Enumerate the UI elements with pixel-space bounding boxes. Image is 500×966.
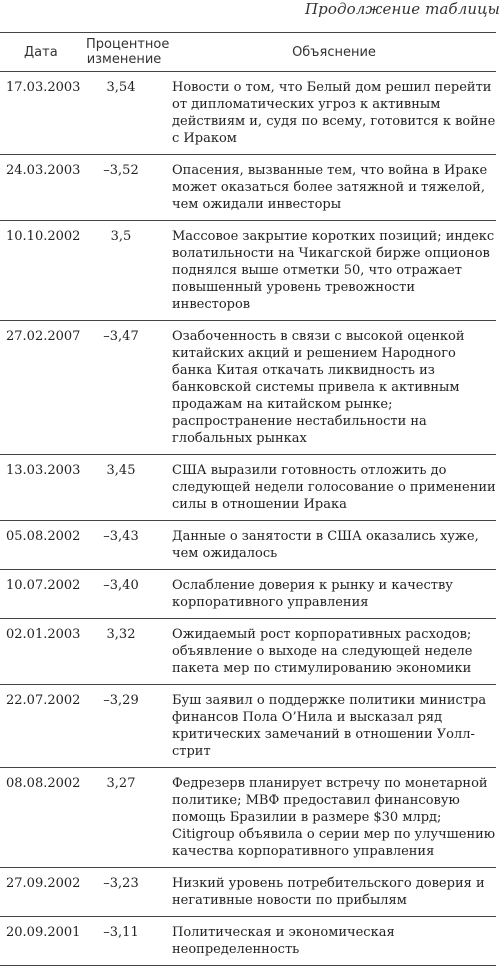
cell-percent: 3,45 (106, 463, 136, 478)
cell-date: 24.03.2003 (6, 163, 81, 178)
cell-percent: 3,54 (106, 80, 136, 95)
cell-date: 05.08.2002 (6, 529, 81, 544)
cell-date: 02.01.2003 (6, 627, 81, 642)
cell-explanation: Федрезерв планирует встречу по монетарной политике; МВФ предоставил финансовую помощь Бразилии в размере $30 млрд; Citigroup объявила о серии мер по улучшению качества корпоративного управления (172, 776, 496, 859)
header-percent-change: Процентное изменение (86, 37, 170, 67)
table-row (0, 917, 496, 966)
cell-explanation: Данные о занятости в США оказались хуже, чем ожидалось (172, 529, 479, 561)
cell-percent: –3,11 (103, 925, 139, 940)
table-row (0, 72, 496, 155)
table-row (0, 868, 496, 917)
table-row (0, 570, 496, 619)
table-row (0, 455, 496, 521)
header-date: Дата (24, 44, 58, 60)
table-row (0, 155, 496, 221)
cell-date: 27.09.2002 (6, 876, 81, 891)
cell-percent: –3,52 (103, 163, 139, 178)
table-row (0, 521, 496, 570)
cell-date: 27.02.2007 (6, 329, 81, 344)
table-row (0, 619, 496, 685)
cell-explanation: Опасения, вызванные тем, что война в Ираке может оказаться более затяжной и тяжелой, чем ожидали инвесторы (172, 163, 488, 212)
table-row (0, 321, 496, 455)
cell-percent: –3,23 (103, 876, 139, 891)
cell-date: 10.07.2002 (6, 578, 81, 593)
cell-explanation: Озабоченность в связи с высокой оценкой китайских акций и решением Народного банка Китая откачать ликвидность из банковской системы привела к активным продажам на китайском рынке; распространение нестабильности на глобальных рынках (172, 329, 465, 446)
cell-percent: –3,47 (103, 329, 139, 344)
cell-date: 13.03.2003 (6, 463, 81, 478)
table-row (0, 768, 496, 868)
table-header (0, 33, 496, 72)
cell-explanation: Низкий уровень потребительского доверия и негативные новости по прибылям (172, 876, 485, 908)
cell-percent: 3,5 (110, 229, 132, 244)
cell-date: 08.08.2002 (6, 776, 81, 791)
cell-explanation: Новости о том, что Белый дом решил перейти от дипломатических угроз к активным действиям и, судя по всему, готовится к войне с Ираком (172, 80, 496, 146)
cell-date: 22.07.2002 (6, 693, 81, 708)
header-explanation: Объяснение (292, 44, 376, 60)
cell-explanation: Ожидаемый рост корпоративных расходов; объявление о выходе на следующей неделе пакета мер по стимулированию экономики (172, 627, 473, 676)
cell-percent: 3,32 (106, 627, 136, 642)
cell-date: 17.03.2003 (6, 80, 81, 95)
table-row (0, 685, 496, 768)
cell-date: 20.09.2001 (6, 925, 81, 940)
table-body (0, 72, 496, 966)
cell-percent: 3,27 (106, 776, 136, 791)
cell-percent: –3,40 (103, 578, 139, 593)
cell-explanation: Буш заявил о поддержке политики министра финансов Пола О’Нила и высказал ряд критических замечаний в отношении Уолл-стрит (172, 693, 487, 759)
cell-explanation: Массовое закрытие коротких позиций; индекс волатильности на Чикагской бирже опционов поднялся выше отметки 50, что отражает повышенный уровень тревожности инвесторов (172, 229, 495, 312)
cell-explanation: США выразили готовность отложить до следующей недели голосование о применении силы в отношении Ирака (172, 463, 496, 512)
header-row (0, 33, 496, 72)
cell-date: 10.10.2002 (6, 229, 81, 244)
events-table (0, 32, 496, 966)
cell-percent: –3,43 (103, 529, 139, 544)
cell-explanation: Политическая и экономическая неопределенность (172, 925, 395, 957)
cell-explanation: Ослабление доверия к рынку и качеству корпоративного управления (172, 578, 453, 610)
table-row (0, 221, 496, 321)
cell-percent: –3,29 (103, 693, 139, 708)
continuation-label: Продолжение таблицы (304, 0, 500, 18)
